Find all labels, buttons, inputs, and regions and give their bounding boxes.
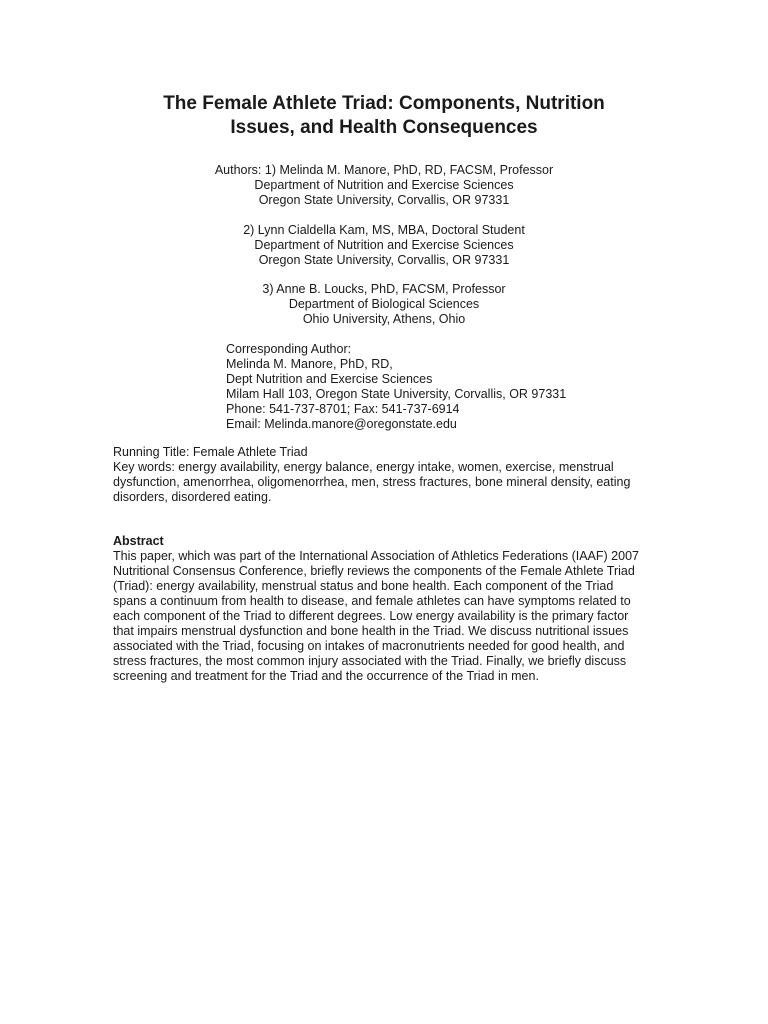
title-line: Issues, and Health Consequences [230,117,538,138]
author-block-3 [120,282,648,327]
abstract-line: spans a continuum from health to disease, and female athletes can have symptoms related to [113,594,631,608]
author-institution-line: Oregon State University, Corvallis, OR 97331 [258,253,510,267]
author-department-line: Department of Nutrition and Exercise Sciences [254,178,514,192]
abstract-line: This paper, which was part of the International Association of Athletics Federations (IAAF) 2007 [113,549,639,563]
abstract-line: Nutritional Consensus Conference, briefly reviews the components of the Female Athlete Triad [113,564,635,578]
corresponding-author-phone: Phone: 541-737-8701; Fax: 541-737-6914 [226,402,460,416]
abstract-line: screening and treatment for the Triad and the occurrence of the Triad in men. [113,669,539,683]
abstract-heading-text: Abstract [113,534,164,548]
author-department-line: Department of Nutrition and Exercise Sciences [254,238,514,252]
keywords [113,460,658,505]
abstract-body [113,549,658,684]
author-block-1 [120,163,648,208]
abstract-heading [113,534,658,549]
corresponding-author-heading: Corresponding Author: [226,342,352,356]
author-name-line: 3) Anne B. Loucks, PhD, FACSM, Professor [262,282,506,296]
abstract-line: associated with the Triad, focusing on intakes of macronutrients needed for good health, and [113,639,625,653]
author-block-2 [120,223,648,268]
author-institution-line: Ohio University, Athens, Ohio [302,312,466,326]
abstract-line: each component of the Triad to different degrees. Low energy availability is the primary factor [113,609,629,623]
running-title [113,445,658,460]
corresponding-author-email: Email: Melinda.manore@oregonstate.edu [226,417,457,431]
corresponding-author-block [226,342,686,432]
author-name-line: 2) Lynn Cialdella Kam, MS, MBA, Doctoral Student [243,223,525,237]
abstract-line: that impairs menstrual dysfunction and bone health in the Triad. We discuss nutritional issues [113,624,629,638]
keywords-line: dysfunction, amenorrhea, oligomenorrhea, men, stress fractures, bone mineral density, eating [113,475,631,489]
abstract-line: (Triad): energy availability, menstrual status and bone health. Each component of the Triad [113,579,614,593]
author-institution-line: Oregon State University, Corvallis, OR 97331 [258,193,510,207]
paper-title [80,92,688,140]
running-title-text: Running Title: Female Athlete Triad [113,445,308,459]
author-name-line: Authors: 1) Melinda M. Manore, PhD, RD, FACSM, Professor [214,163,554,177]
title-line: The Female Athlete Triad: Components, Nutrition [163,93,605,114]
keywords-line: disorders, disordered eating. [113,490,272,504]
corresponding-author-department: Dept Nutrition and Exercise Sciences [226,372,433,386]
abstract-line: stress fractures, the most common injury associated with the Triad. Finally, we briefly discuss [113,654,627,668]
keywords-line: Key words: energy availability, energy balance, energy intake, women, exercise, menstrual [113,460,614,474]
author-department-line: Department of Biological Sciences [288,297,480,311]
corresponding-author-name: Melinda M. Manore, PhD, RD, [226,357,393,371]
corresponding-author-address: Milam Hall 103, Oregon State University, Corvallis, OR 97331 [226,387,567,401]
